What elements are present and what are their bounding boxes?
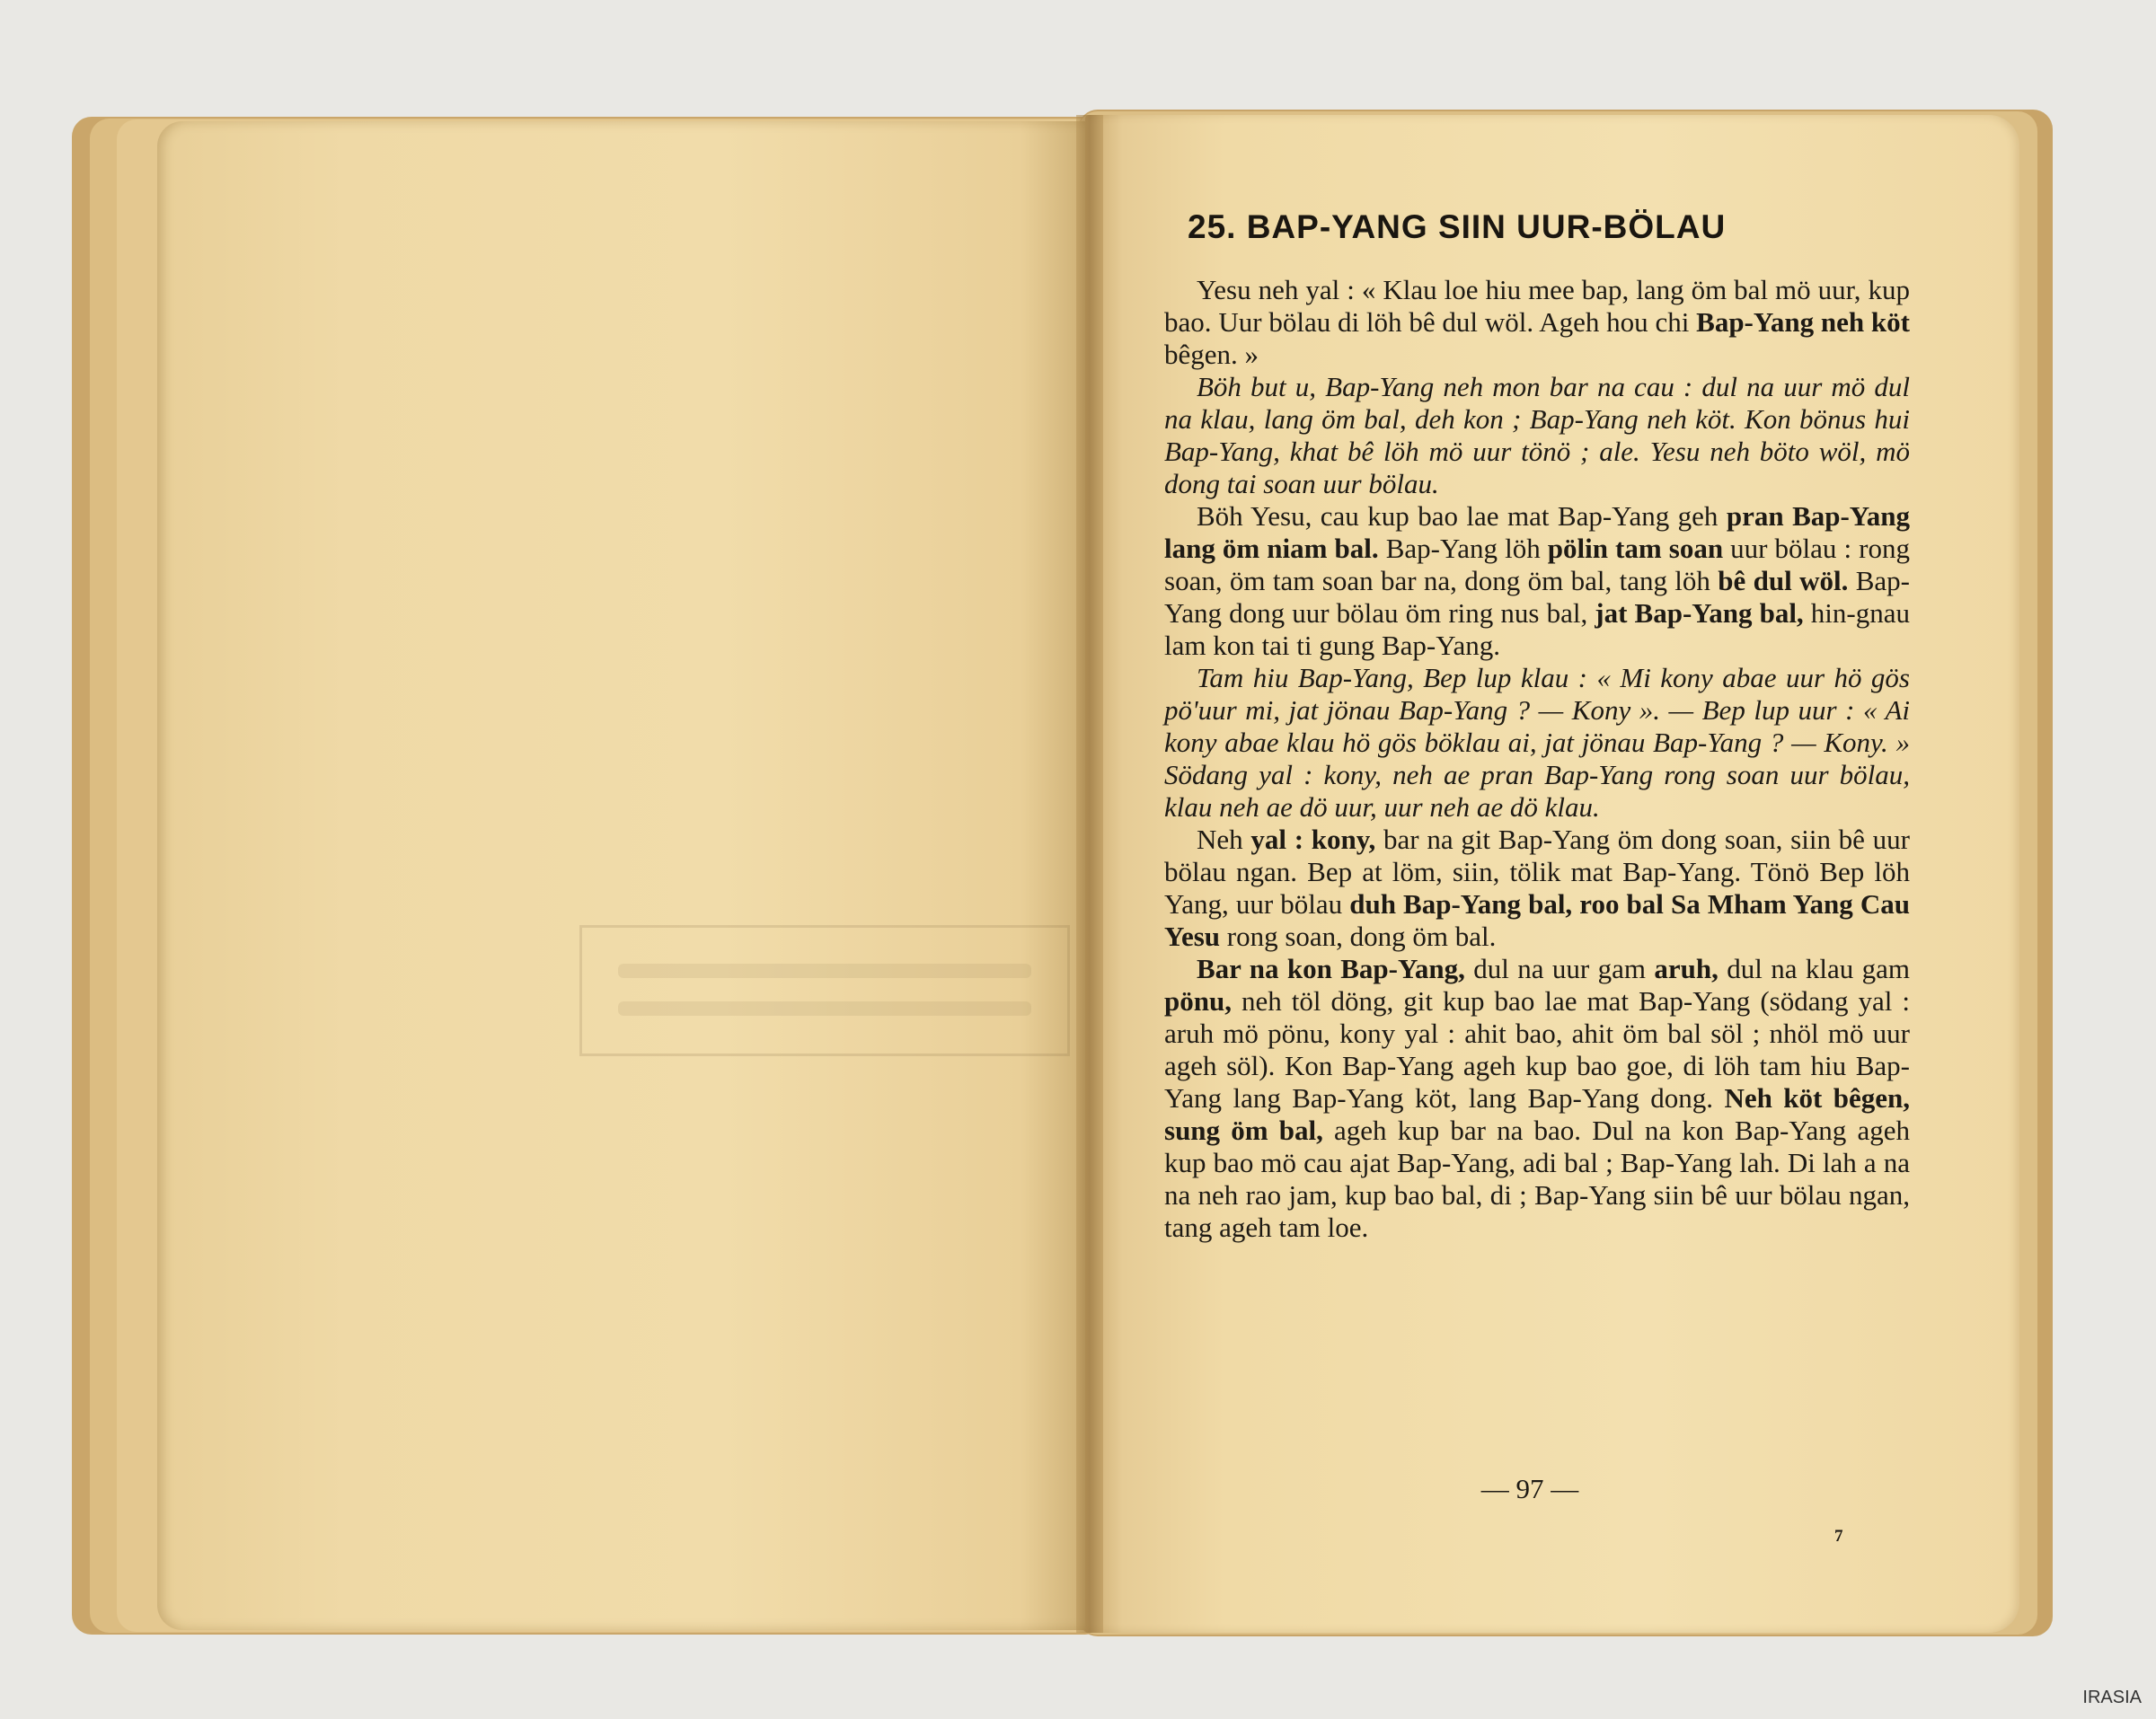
paragraph bbox=[1164, 274, 1910, 371]
chapter-title: 25. BAP-YANG SIIN UUR-BÖLAU bbox=[1188, 208, 1727, 245]
text-run: Bap-Yang löh bbox=[1378, 533, 1548, 564]
bold-text-run: aruh, bbox=[1654, 953, 1719, 984]
paragraph bbox=[1164, 953, 1910, 1244]
paragraph bbox=[1164, 500, 1910, 662]
bold-text-run: jat Bap-Yang bal, bbox=[1595, 597, 1804, 629]
text-run: Böh but u, Bap-Yang neh mon bar na cau : dul na uur mö dul na klau, lang öm bal, deh kon ; Bap-Yang neh köt. Kon bönus hui Bap-Yang, khat bê löh mö uur tönö ; ale. Yesu neh böto wöl, mö dong tai soan uur bölau. bbox=[1164, 371, 1910, 499]
text-run: uur bölau : rong soan, öm tam soan bar na, dong öm bal, tang löh bbox=[1164, 533, 1910, 596]
paragraph bbox=[1164, 371, 1910, 500]
text-run: ageh kup bar na bao. Dul na kon Bap-Yang ageh kup bao mö cau ajat Bap-Yang, adi bal ; Bap-Yang lah. Di lah a na na neh rao jam, kup bao bal, di ; Bap-Yang siin bê uur bölau ngan, tang ageh tam loe. bbox=[1164, 1115, 1910, 1243]
text-run: bar na git Bap-Yang öm dong soan, siin bê uur bölau ngan. Bep at löm, siin, tölik mat Bap-Yang. Tönö Bep löh Yang, uur bölau bbox=[1164, 824, 1910, 920]
bold-text-run: pran Bap-Yang lang öm niam bal. bbox=[1164, 500, 1910, 564]
text-run: Yesu neh yal : « Klau loe hiu mee bap, lang öm bal mö uur, kup bao. Uur bölau di löh bê dul wöl. Ageh hou chi bbox=[1164, 274, 1910, 338]
paragraph bbox=[1164, 662, 1910, 824]
text-run: bêgen. » bbox=[1164, 339, 1259, 370]
text-run: Neh bbox=[1197, 824, 1251, 855]
text-run: dul na klau gam bbox=[1718, 953, 1910, 984]
book-gutter bbox=[1076, 115, 1103, 1633]
body-text bbox=[1164, 274, 1910, 1244]
show-through-line bbox=[618, 1001, 1031, 1016]
text-run: hin-gnau lam kon tai ti gung Bap-Yang. bbox=[1164, 597, 1910, 661]
signature-mark: 7 bbox=[1834, 1527, 1843, 1546]
bold-text-run: yal : kony, bbox=[1250, 824, 1376, 855]
text-run: Tam hiu Bap-Yang, Bep lup klau : « Mi kony abae uur hö gös pö'uur mi, jat jönau Bap-Yang ? — Kony ». — Bep lup uur : « Ai kony abae klau hö gös böklau ai, jat jönau Bap-Yang ? — Kony. » Södang yal : kony, neh ae pran Bap-Yang rong soan uur bölau, klau neh ae dö uur, uur neh ae dö klau. bbox=[1164, 662, 1910, 823]
show-through-stamp bbox=[579, 925, 1070, 1056]
bold-text-run: bê dul wöl. bbox=[1718, 565, 1849, 596]
text-run: rong soan, dong öm bal. bbox=[1220, 921, 1497, 952]
bold-text-run: pönu, bbox=[1164, 985, 1232, 1017]
bold-text-run: Neh köt bêgen, sung öm bal, bbox=[1164, 1082, 1910, 1146]
page-number: — 97 — bbox=[1480, 1473, 1579, 1504]
left-page bbox=[157, 121, 1096, 1630]
text-run: Böh Yesu, cau kup bao lae mat Bap-Yang geh bbox=[1197, 500, 1727, 532]
bold-text-run: pölin tam soan bbox=[1547, 533, 1724, 564]
text-run: dul na uur gam bbox=[1464, 953, 1655, 984]
text-run: neh töl döng, git kup bao lae mat Bap-Yang (södang yal : aruh mö pönu, kony yal : ahit bao, ahit öm bal söl ; nhöl mö uur ageh söl). Kon Bap-Yang ageh kup bao goe, di löh tam hiu Bap-Yang lang Bap-Yang köt, lang Bap-Yang dong. bbox=[1164, 985, 1910, 1114]
text-run: Bap-Yang dong uur bölau öm ring nus bal, bbox=[1164, 565, 1910, 629]
show-through-line bbox=[618, 964, 1031, 978]
credit-label: IRASIA bbox=[2082, 1688, 2142, 1707]
bold-text-run: duh Bap-Yang bal, roo bal Sa Mham Yang Cau Yesu bbox=[1164, 888, 1910, 952]
bold-text-run: Bap-Yang neh köt bbox=[1696, 306, 1910, 338]
paragraph bbox=[1164, 824, 1910, 953]
bold-text-run: Bar na kon Bap-Yang, bbox=[1197, 953, 1465, 984]
